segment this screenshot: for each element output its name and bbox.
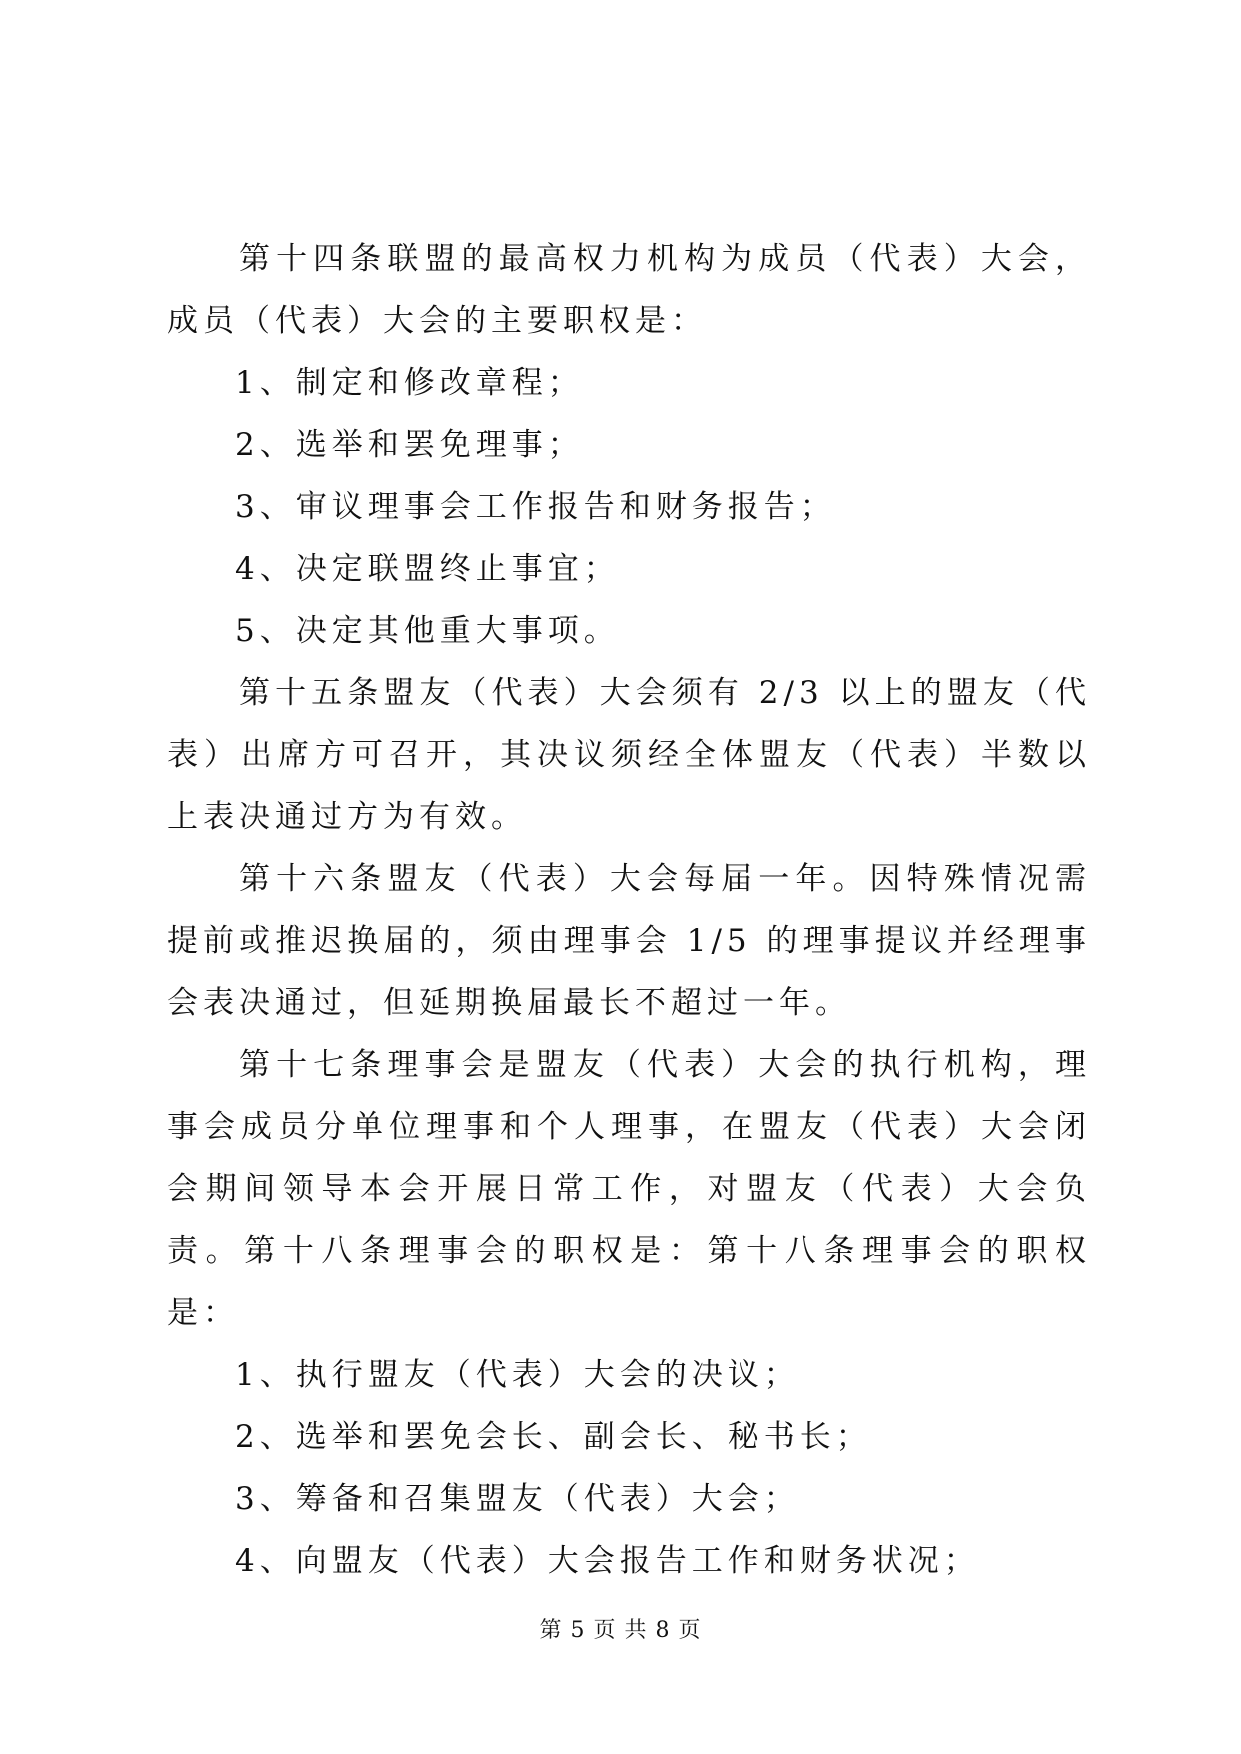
article-14-item-1: 1、制定和修改章程； (235, 365, 584, 401)
article-14-paragraph: 第十四条联盟的最高权力机构为成员（代表）大会，成员（代表）大会的主要职权是： (167, 241, 1091, 339)
article-17-paragraph: 第十七条理事会是盟友（代表）大会的执行机构，理事会成员分单位理事和个人理事，在盟友（代表）大会闭会期间领导本会开展日常工作，对盟友（代表）大会负责。第十八条理事会的职权是：第十八条理事会的职权是： (167, 1047, 1091, 1331)
article-14-item-5: 5、决定其他重大事项。 (235, 613, 620, 649)
article-14-item-2: 2、选举和罢免理事； (235, 427, 584, 463)
article-16-paragraph: 第十六条盟友（代表）大会每届一年。因特殊情况需提前或推迟换届的，须由理事会 1/5 的理事提议并经理事会表决通过，但延期换届最长不超过一年。 (167, 861, 1091, 1021)
article-18-item-1: 1、执行盟友（代表）大会的决议； (235, 1357, 800, 1393)
article-14-item-3: 3、审议理事会工作报告和财务报告； (235, 489, 836, 525)
article-18-item-4: 4、向盟友（代表）大会报告工作和财务状况； (235, 1543, 980, 1579)
article-18-item-2: 2、选举和罢免会长、副会长、秘书长； (235, 1419, 872, 1455)
article-18-item-3: 3、筹备和召集盟友（代表）大会； (235, 1481, 800, 1517)
article-15-paragraph: 第十五条盟友（代表）大会须有 2/3 以上的盟友（代表）出席方可召开，其决议须经全体盟友（代表）半数以上表决通过方为有效。 (167, 675, 1091, 835)
document-body (167, 228, 1091, 1592)
article-14-item-4: 4、决定联盟终止事宜； (235, 551, 620, 587)
page-number-footer: 第 5 页 共 8 页 (539, 1618, 702, 1643)
